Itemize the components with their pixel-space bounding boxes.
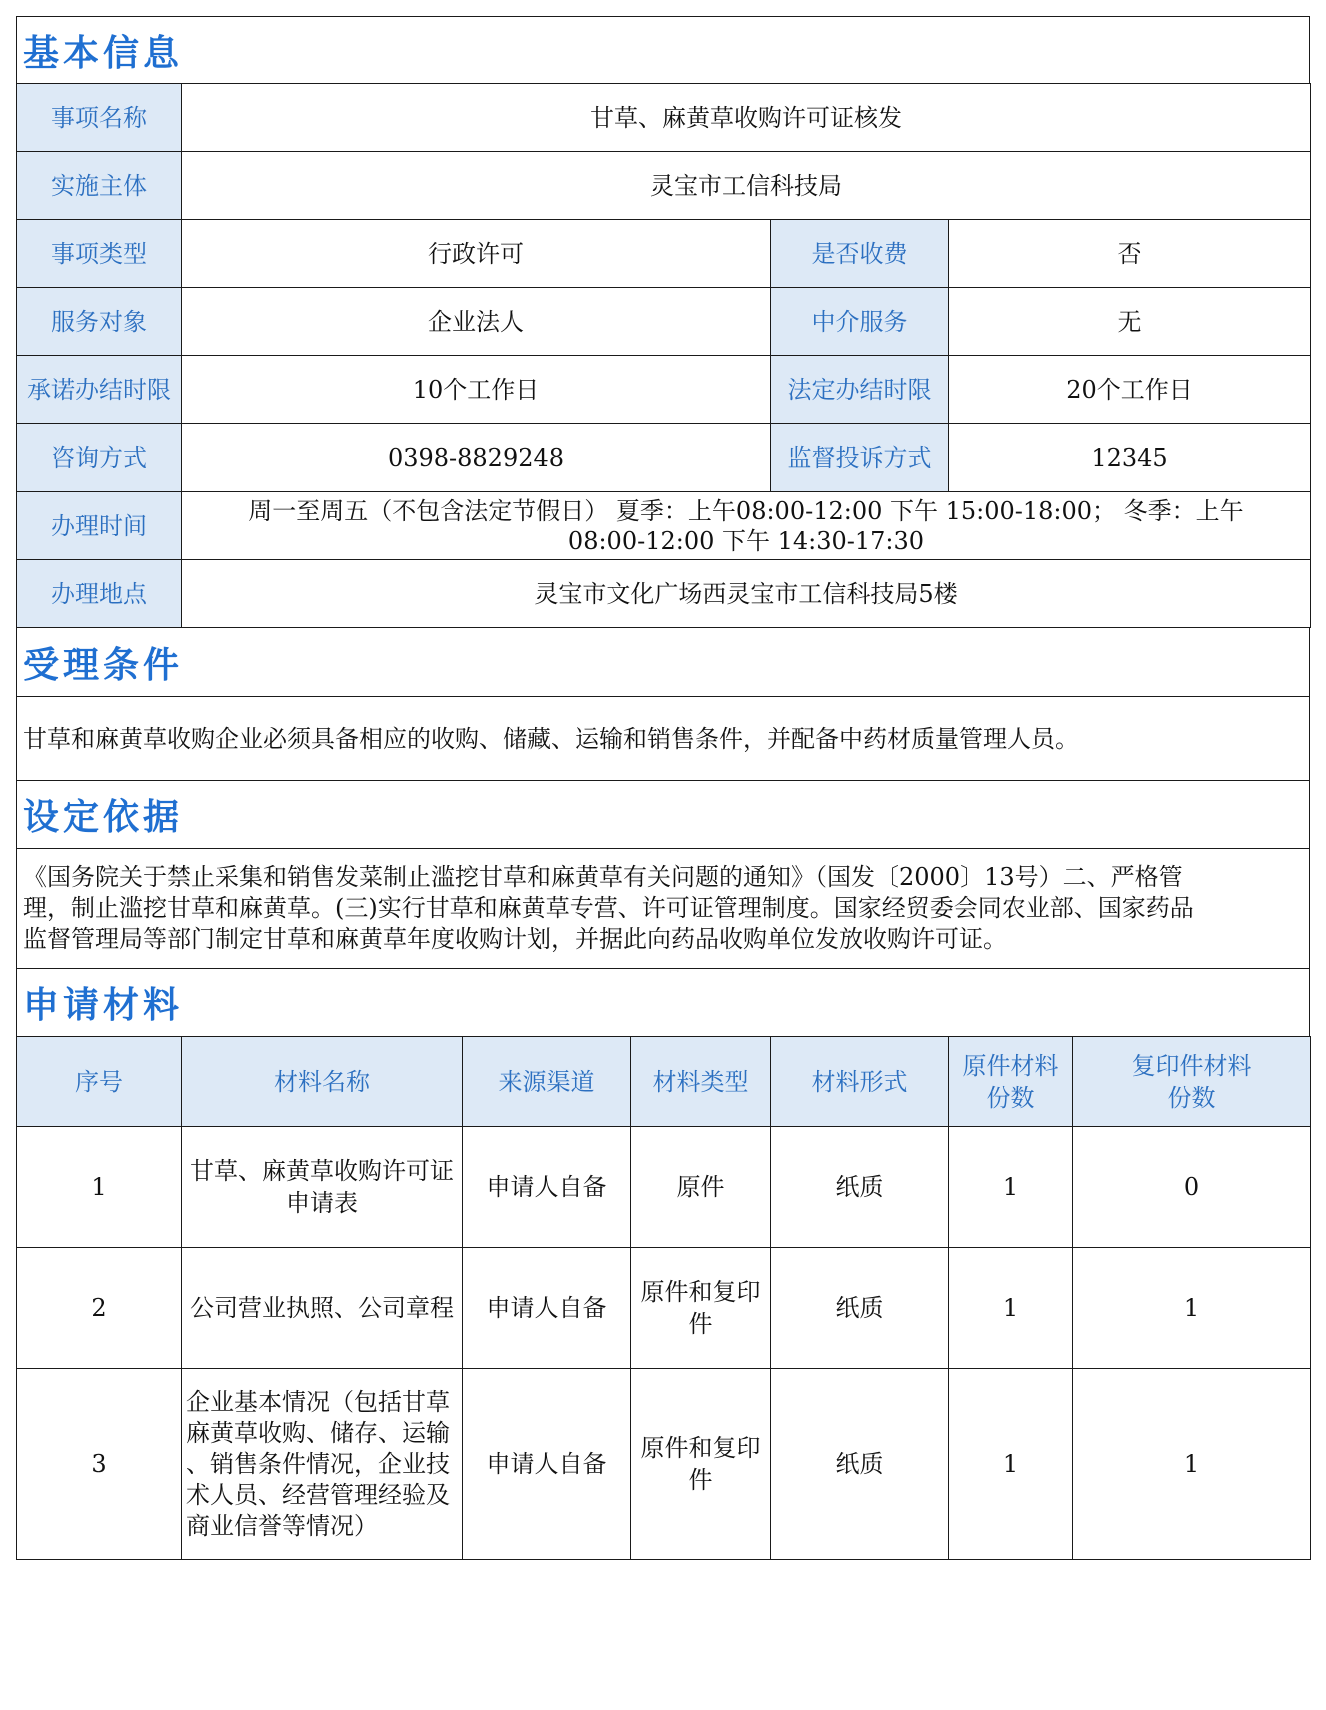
table-row xyxy=(17,1127,1311,1248)
row-seq: 1 xyxy=(17,1127,182,1248)
row-seq: 2 xyxy=(17,1248,182,1369)
row-form: 纸质 xyxy=(771,1127,949,1248)
row-material-name: 公司营业执照、公司章程 xyxy=(182,1248,463,1369)
row-copy-count: 1 xyxy=(1073,1248,1311,1369)
section-title-materials: 申请材料 xyxy=(16,968,1310,1036)
hours-line-2: 08:00-12:00 下午 14:30-17:30 xyxy=(567,526,925,555)
hours-label: 办理时间 xyxy=(17,492,182,560)
row-location xyxy=(17,560,1311,628)
item-name-value: 甘草、麻黄草收购许可证核发 xyxy=(182,84,1311,152)
header-source: 来源渠道 xyxy=(463,1037,631,1127)
hours-value xyxy=(182,492,1311,560)
row-type-line: 原件和复印 xyxy=(640,1278,761,1306)
legal-time-label: 法定办结时限 xyxy=(771,356,949,424)
consult-label: 咨询方式 xyxy=(17,424,182,492)
charge-label: 是否收费 xyxy=(771,220,949,288)
materials-table xyxy=(16,1036,1311,1560)
row-seq: 3 xyxy=(17,1369,182,1560)
row-type: 原件 xyxy=(631,1127,771,1248)
row-type xyxy=(631,1369,771,1560)
row-material-name xyxy=(182,1127,463,1248)
row-name-line: 麻黄草收购、储存、运输 xyxy=(186,1418,450,1447)
service-target-label: 服务对象 xyxy=(17,288,182,356)
row-material-name xyxy=(182,1369,463,1560)
row-source: 申请人自备 xyxy=(463,1248,631,1369)
promised-time-value: 10个工作日 xyxy=(182,356,771,424)
row-time-limit xyxy=(17,356,1311,424)
basis-line-1: 《国务院关于禁止采集和销售发菜制止滥挖甘草和麻黄草有关问题的通知》（国发〔2000〕13号）二、严格管 xyxy=(23,863,1183,891)
row-name-line: 申请表 xyxy=(286,1189,358,1217)
row-type-line: 件 xyxy=(688,1466,713,1494)
row-name-line: 术人员、经营管理经验及 xyxy=(186,1480,450,1509)
header-seq: 序号 xyxy=(17,1037,182,1127)
row-form: 纸质 xyxy=(771,1369,949,1560)
row-orig-count: 1 xyxy=(949,1127,1073,1248)
header-copy-count xyxy=(1073,1037,1311,1127)
location-label: 办理地点 xyxy=(17,560,182,628)
basic-info-table xyxy=(16,83,1311,628)
row-type-line: 原件和复印 xyxy=(640,1434,761,1462)
header-copy-line-1: 复印件材料 xyxy=(1131,1051,1252,1080)
legal-time-value: 20个工作日 xyxy=(949,356,1311,424)
row-name-line: 企业基本情况（包括甘草 xyxy=(186,1387,450,1416)
row-type-line: 件 xyxy=(688,1310,713,1338)
header-orig-count xyxy=(949,1037,1073,1127)
row-form: 纸质 xyxy=(771,1248,949,1369)
promised-time-label: 承诺办结时限 xyxy=(17,356,182,424)
location-value: 灵宝市文化广场西灵宝市工信科技局5楼 xyxy=(182,560,1311,628)
charge-value: 否 xyxy=(949,220,1311,288)
complaint-value: 12345 xyxy=(949,424,1311,492)
implementer-value: 灵宝市工信科技局 xyxy=(182,152,1311,220)
row-name-line: 甘草、麻黄草收购许可证 xyxy=(190,1157,454,1185)
header-name: 材料名称 xyxy=(182,1037,463,1127)
section-title-acceptance: 受理条件 xyxy=(16,628,1310,696)
row-item-type xyxy=(17,220,1311,288)
row-orig-count: 1 xyxy=(949,1248,1073,1369)
basis-line-2: 理，制止滥挖甘草和麻黄草。(三)实行甘草和麻黄草专营、许可证管理制度。国家经贸委会同农业部、国家药品 xyxy=(23,894,1194,922)
row-source: 申请人自备 xyxy=(463,1369,631,1560)
item-type-value: 行政许可 xyxy=(182,220,771,288)
item-type-label: 事项类型 xyxy=(17,220,182,288)
implementer-label: 实施主体 xyxy=(17,152,182,220)
basis-line-3: 监督管理局等部门制定甘草和麻黄草年度收购计划，并据此向药品收购单位发放收购许可证。 xyxy=(23,925,1007,953)
table-row xyxy=(17,1369,1311,1560)
item-name-label: 事项名称 xyxy=(17,84,182,152)
service-target-value: 企业法人 xyxy=(182,288,771,356)
section-title-basic-info: 基本信息 xyxy=(16,16,1310,83)
header-type: 材料类型 xyxy=(631,1037,771,1127)
service-guide-sheet xyxy=(16,16,1310,1694)
row-hours xyxy=(17,492,1311,560)
intermediary-label: 中介服务 xyxy=(771,288,949,356)
row-type xyxy=(631,1248,771,1369)
header-orig-line-1: 原件材料 xyxy=(962,1051,1059,1080)
row-implementer xyxy=(17,152,1311,220)
header-copy-line-2: 份数 xyxy=(1167,1083,1216,1112)
row-source: 申请人自备 xyxy=(463,1127,631,1248)
row-copy-count: 0 xyxy=(1073,1127,1311,1248)
row-item-name xyxy=(17,84,1311,152)
acceptance-text: 甘草和麻黄草收购企业必须具备相应的收购、储藏、运输和销售条件，并配备中药材质量管理人员。 xyxy=(16,696,1310,780)
row-orig-count: 1 xyxy=(949,1369,1073,1560)
section-title-basis: 设定依据 xyxy=(16,780,1310,848)
row-contact xyxy=(17,424,1311,492)
intermediary-value: 无 xyxy=(949,288,1311,356)
table-row xyxy=(17,1248,1311,1369)
materials-header-row xyxy=(17,1037,1311,1127)
row-name-line: 商业信誉等情况） xyxy=(186,1511,378,1540)
consult-value: 0398-8829248 xyxy=(182,424,771,492)
basis-text xyxy=(16,848,1310,968)
header-orig-line-2: 份数 xyxy=(986,1083,1035,1112)
row-copy-count: 1 xyxy=(1073,1369,1311,1560)
row-service-target xyxy=(17,288,1311,356)
hours-line-1: 周一至周五（不包含法定节假日） 夏季：上午08:00-12:00 下午 15:00-18:00； 冬季：上午 xyxy=(248,496,1244,525)
row-name-line: 、销售条件情况，企业技 xyxy=(186,1449,450,1478)
complaint-label: 监督投诉方式 xyxy=(771,424,949,492)
header-form: 材料形式 xyxy=(771,1037,949,1127)
